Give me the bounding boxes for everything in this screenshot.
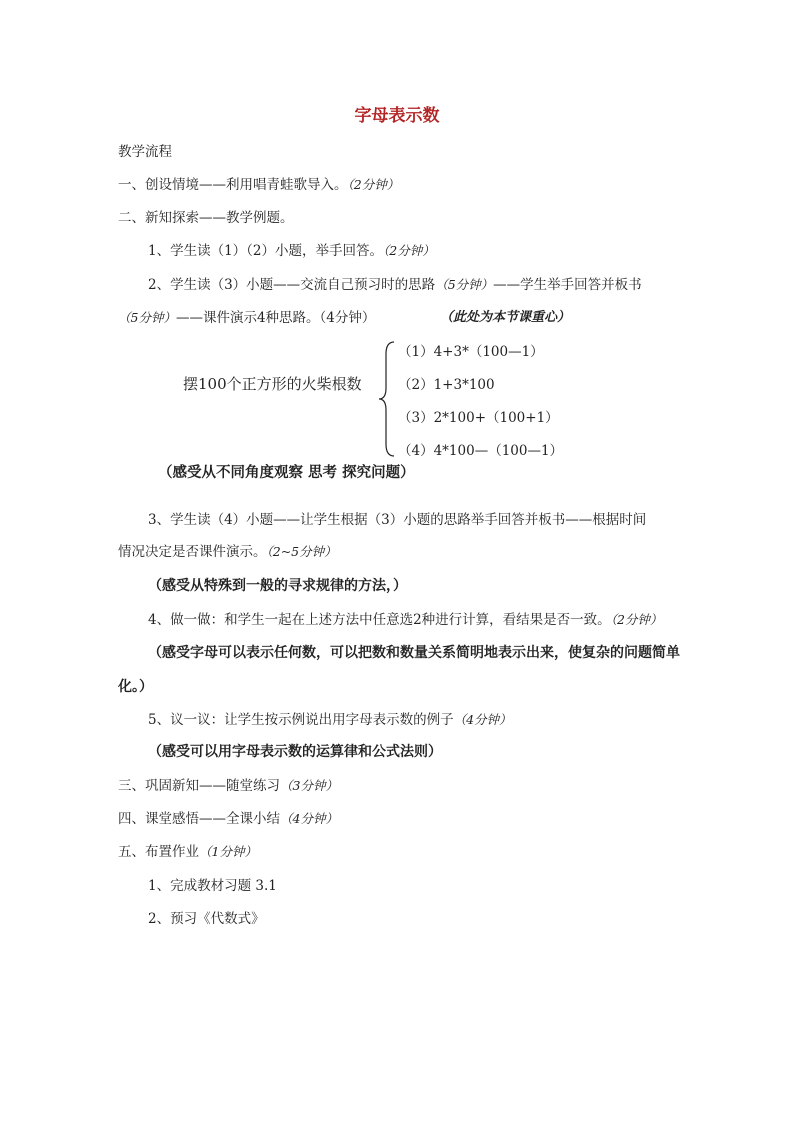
step-5-time: （4分钟） bbox=[453, 712, 512, 727]
left-brace-icon bbox=[378, 340, 396, 458]
formula-3: （3）2*100+（100+1） bbox=[398, 410, 559, 426]
section-1-text: 一、创设情境——利用唱青蛙歌导入。 bbox=[118, 177, 348, 193]
section-3-text: 三、巩固新知——随堂练习 bbox=[118, 778, 280, 794]
step-3-feel: （感受从特殊到一般的寻求规律的方法，） bbox=[148, 578, 407, 594]
section-4 bbox=[118, 809, 338, 829]
step-2-time-a: （5分钟） bbox=[435, 277, 494, 292]
step-4-feel-b: 化。） bbox=[118, 679, 153, 695]
step-4-time: （2分钟） bbox=[610, 612, 663, 627]
step-3-line-1: 3、学生读（4）小题——让学生根据（3）小题的思路举手回答并板书——根据时间 bbox=[148, 512, 647, 528]
step-1-text: 1、学生读（1）（2）小题，举手回答。 bbox=[148, 243, 384, 259]
step-5-text: 5、议一议：让学生按示例说出用字母表示数的例子 bbox=[148, 712, 454, 728]
homework-2: 2、预习《代数式》 bbox=[148, 911, 265, 927]
matchstick-label: 摆100个正方形的火柴根数 bbox=[183, 375, 362, 393]
step-2-time-b: （5分钟） bbox=[118, 310, 176, 325]
heading: 教学流程 bbox=[118, 144, 172, 160]
section-4-text: 四、课堂感悟——全课小结 bbox=[118, 811, 280, 827]
page-title: 字母表示数 bbox=[354, 106, 440, 126]
step-3-text-b: 情况决定是否课件演示。 bbox=[118, 544, 267, 560]
step-1-time: （2分钟） bbox=[383, 243, 435, 258]
step-4-feel-a: （感受字母可以表示任何数，可以把数和数量关系简明地表示出来，使复杂的问题简单 bbox=[148, 645, 680, 661]
step-2-note: （此处为本节课重心） bbox=[440, 310, 571, 325]
section-5 bbox=[118, 842, 257, 862]
step-3-time: （2~5分钟） bbox=[266, 544, 337, 559]
step-2-text-c: ——课件演示4种思路。（4分钟） bbox=[175, 310, 376, 326]
section-4-time: （4分钟） bbox=[280, 811, 338, 826]
step-2-text-b: ——学生举手回答并板书 bbox=[493, 277, 642, 293]
step-5 bbox=[148, 710, 512, 730]
step-1 bbox=[148, 241, 435, 261]
step-3-line-2 bbox=[118, 542, 337, 562]
homework-1: 1、完成教材习题 3.1 bbox=[148, 878, 277, 894]
section-3-time: （3分钟） bbox=[280, 778, 338, 793]
matchstick-feel: （感受从不同角度观察 思考 探究问题） bbox=[158, 464, 415, 481]
formula-2: （2）1+3*100 bbox=[398, 377, 495, 393]
step-2-line-2 bbox=[118, 308, 375, 328]
step-2-text-a: 2、学生读（3）小题——交流自己预习时的思路 bbox=[148, 277, 436, 293]
section-5-time: （1分钟） bbox=[199, 844, 257, 859]
formula-4: （4）4*100—（100—1） bbox=[398, 443, 564, 459]
step-5-feel: （感受可以用字母表示数的运算律和公式法则） bbox=[148, 744, 442, 760]
section-2: 二、新知探索——教学例题。 bbox=[118, 210, 294, 226]
section-1 bbox=[118, 175, 399, 195]
step-4-text: 4、做一做：和学生一起在上述方法中任意选2种进行计算，看结果是否一致。 bbox=[148, 612, 611, 628]
step-4 bbox=[148, 610, 662, 630]
step-2-line-1 bbox=[148, 275, 642, 295]
formula-1: （1）4+3*（100—1） bbox=[398, 344, 544, 360]
section-3 bbox=[118, 776, 338, 796]
section-1-time: （2分钟） bbox=[347, 177, 400, 192]
section-5-text: 五、布置作业 bbox=[118, 844, 199, 860]
